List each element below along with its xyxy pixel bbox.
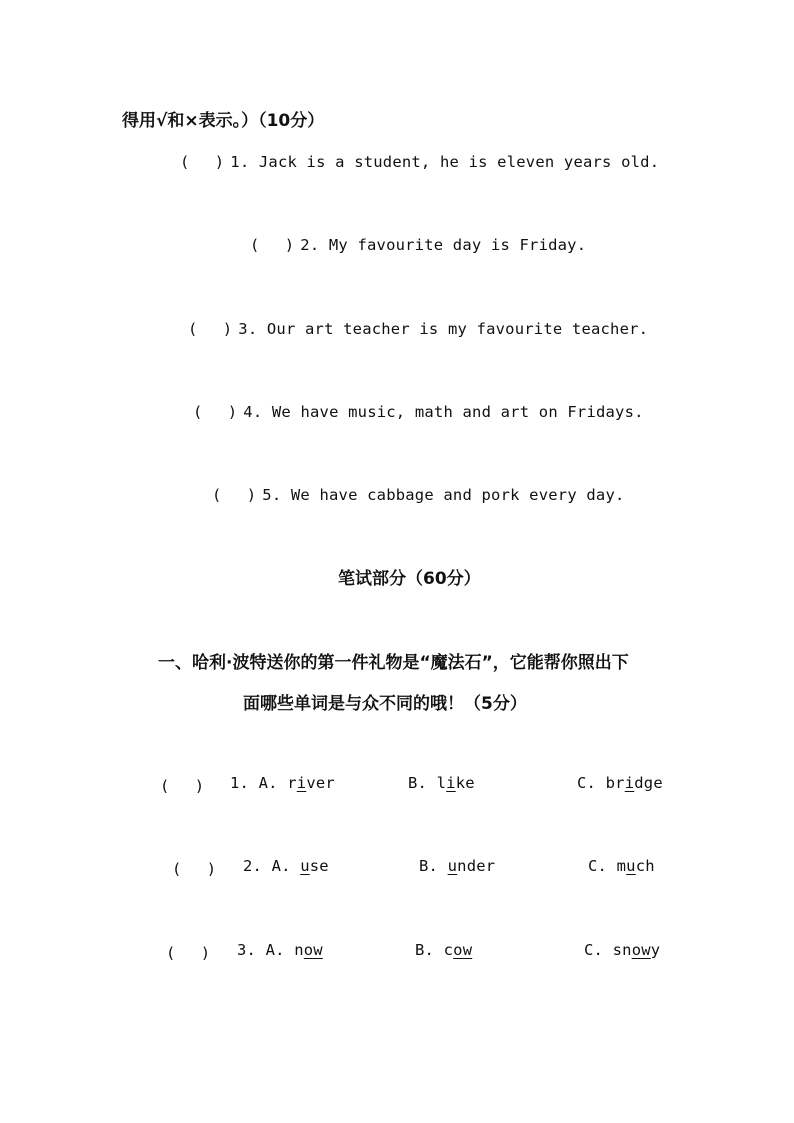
option-label: C.: [588, 857, 608, 875]
word-part: l: [436, 774, 447, 792]
option-a: [243, 857, 329, 875]
word-part: ver: [306, 774, 335, 792]
underlined-letters: i: [624, 774, 635, 792]
word-part: ch: [635, 857, 655, 875]
part-title-line-2: 面哪些单词是与众不同的哦！（5分）: [243, 694, 527, 714]
phonics-question-1: [160, 774, 204, 796]
option-label: C.: [584, 941, 604, 959]
underlined-letters: ow: [453, 941, 473, 959]
word-part: c: [443, 941, 454, 959]
answer-paren[interactable]: ( ): [250, 236, 295, 254]
word-part: n: [294, 941, 304, 959]
word-part: r: [287, 774, 297, 792]
option-c: [588, 857, 655, 875]
underlined-letters: u: [447, 857, 458, 875]
phonics-question-3: [166, 941, 210, 963]
item-text: 3. Our art teacher is my favourite teacher.: [238, 320, 649, 338]
item-text: 2. My favourite day is Friday.: [300, 236, 587, 254]
answer-paren[interactable]: ( ): [188, 320, 233, 338]
underlined-letters: ow: [303, 941, 323, 959]
underlined-letters: ow: [631, 941, 651, 959]
listening-item-3: [188, 317, 648, 339]
instruction-line: 得用√和×表示。）（10分）: [122, 111, 325, 131]
option-c: [577, 774, 663, 792]
word-part: sn: [612, 941, 632, 959]
option-b: [419, 857, 495, 875]
phonics-question-2: [172, 857, 216, 879]
option-label: C.: [577, 774, 597, 792]
listening-item-1: [180, 150, 659, 172]
answer-paren[interactable]: ( ): [166, 944, 211, 962]
part-title-line-1: 一、哈利·波特送你的第一件礼物是“魔法石”，它能帮你照出下: [158, 653, 629, 673]
answer-paren[interactable]: ( ): [172, 860, 217, 878]
underlined-letters: i: [296, 774, 307, 792]
word-part: ke: [455, 774, 475, 792]
underlined-letters: i: [446, 774, 456, 792]
section-title: 笔试部分（60分）: [338, 569, 481, 589]
answer-paren[interactable]: ( ): [212, 486, 257, 504]
option-label: B.: [408, 774, 428, 792]
option-label: B.: [415, 941, 435, 959]
option-label: 2. A.: [243, 857, 291, 875]
answer-paren[interactable]: ( ): [180, 153, 225, 171]
option-b: [415, 941, 472, 959]
option-label: 1. A.: [230, 774, 278, 792]
listening-item-5: [212, 483, 625, 505]
word-part: nder: [457, 857, 496, 875]
answer-paren[interactable]: ( ): [160, 777, 205, 795]
word-part: y: [650, 941, 661, 959]
word-part: se: [309, 857, 329, 875]
option-b: [408, 774, 475, 792]
listening-item-2: [250, 233, 586, 255]
word-part: dge: [634, 774, 663, 792]
underlined-letters: u: [626, 857, 636, 875]
item-text: 1. Jack is a student, he is eleven years old.: [230, 153, 660, 171]
word-part: m: [616, 857, 627, 875]
option-a: [237, 941, 323, 959]
listening-item-4: [193, 400, 644, 422]
option-c: [584, 941, 660, 959]
answer-paren[interactable]: ( ): [193, 403, 238, 421]
option-label: B.: [419, 857, 439, 875]
underlined-letters: u: [300, 857, 310, 875]
item-text: 4. We have music, math and art on Fridays.: [243, 403, 644, 421]
option-label: 3. A.: [237, 941, 285, 959]
item-text: 5. We have cabbage and pork every day.: [262, 486, 625, 504]
option-a: [230, 774, 335, 792]
word-part: br: [605, 774, 625, 792]
